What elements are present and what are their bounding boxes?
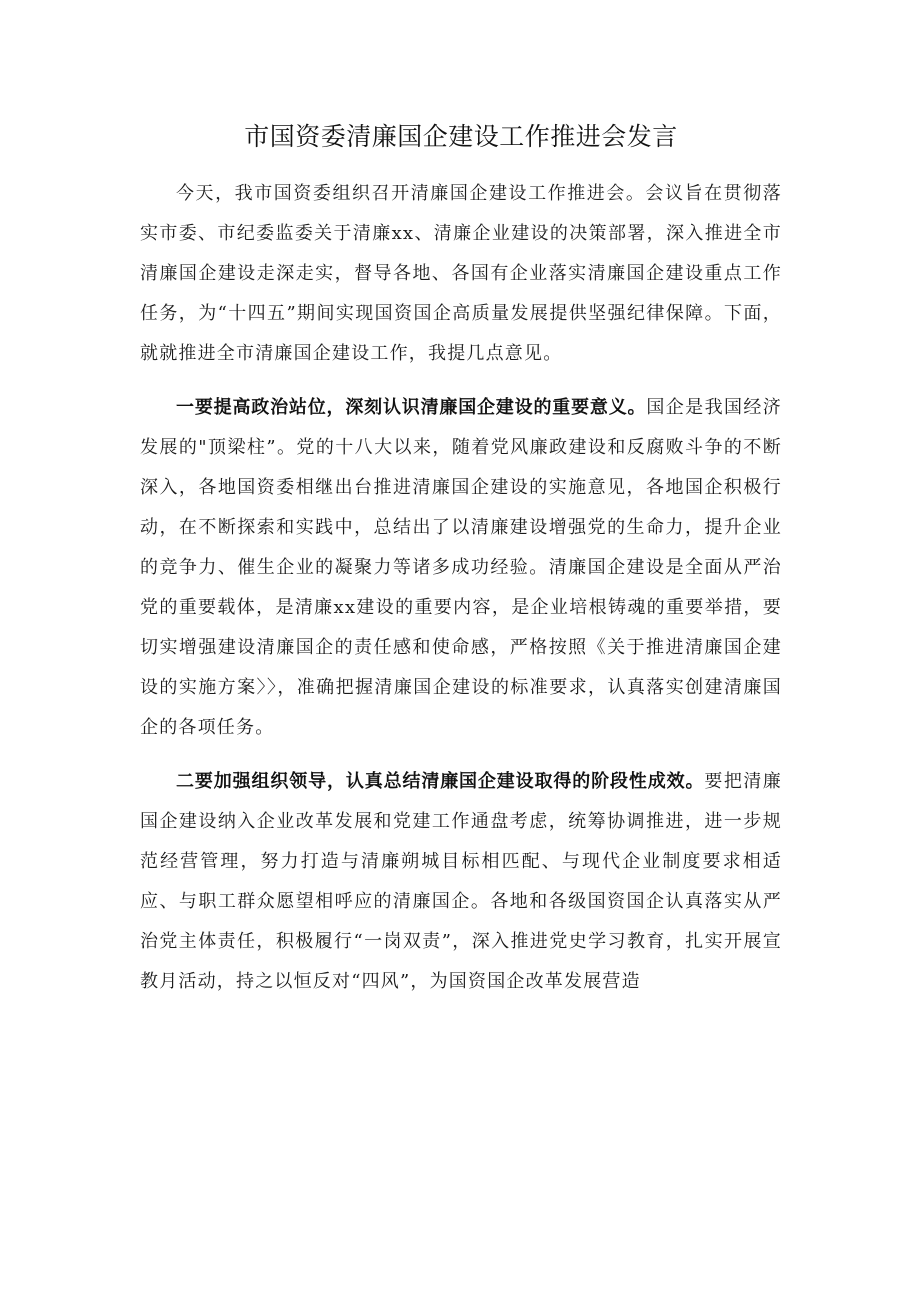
paragraph-point-two-heading: 二要加强组织领导，认真总结清廉国企建设取得的阶段性成效。 (176, 771, 705, 792)
paragraph-point-two (140, 762, 782, 1002)
paragraph-point-one-heading: 一要提高政治站位，深刻认识清廉国企建设的重要意义。 (176, 397, 647, 418)
paragraph-point-two-text: 要把清廉国企建设纳入企业改革发展和党建工作通盘考虑，统筹协调推进，进一步规范经营管理，努力打造与清廉朔城目标相匹配、与现代企业制度要求相适应、与职工群众愿望相呼应的清廉国企。各地和各级国资国企认真落实从严治党主体责任，积极履行“一岗双责”，深入推进党史学习教育，扎实开展宣教月活动，持之以恒反对“四风”，为国资国企改革发展营造 (140, 771, 783, 992)
paragraph-intro (140, 174, 782, 374)
document-title: 市国资委清廉国企建设工作推进会发言 (244, 122, 678, 151)
paragraph-intro-text: 今天，我市国资委组织召开清廉国企建设工作推进会。会议旨在贯彻落实市委、市纪委监委关于清廉xx、清廉企业建设的决策部署，深入推进全市清廉国企建设走深走实，督导各地、各国有企业落实清廉国企建设重点工作任务，为“十四五”期间实现国资国企高质量发展提供坚强纪律保障。下面，就就推进全市清廉国企建设工作，我提几点意见。 (140, 183, 782, 364)
paragraph-point-one-text: 国企是我国经济发展的"顶梁柱”。党的十八大以来，随着党风廉政建设和反腐败斗争的不断深入，各地国资委相继出台推进清廉国企建设的实施意见，各地国企积极行动，在不断探索和实践中，总结出了以清廉建设增强党的生命力，提升企业的竞争力、催生企业的凝聚力等诸多成功经验。清廉国企建设是全面从严治党的重要载体，是清廉xx建设的重要内容，是企业培根铸魂的重要举措，要切实增强建设清廉国企的责任感和使命感，严格按照《关于推进清廉国企建设的实施方案〉〉，准确把握清廉国企建设的标准要求，认真落实创建清廉国企的各项任务。 (140, 397, 783, 738)
paragraph-point-one (140, 388, 782, 748)
